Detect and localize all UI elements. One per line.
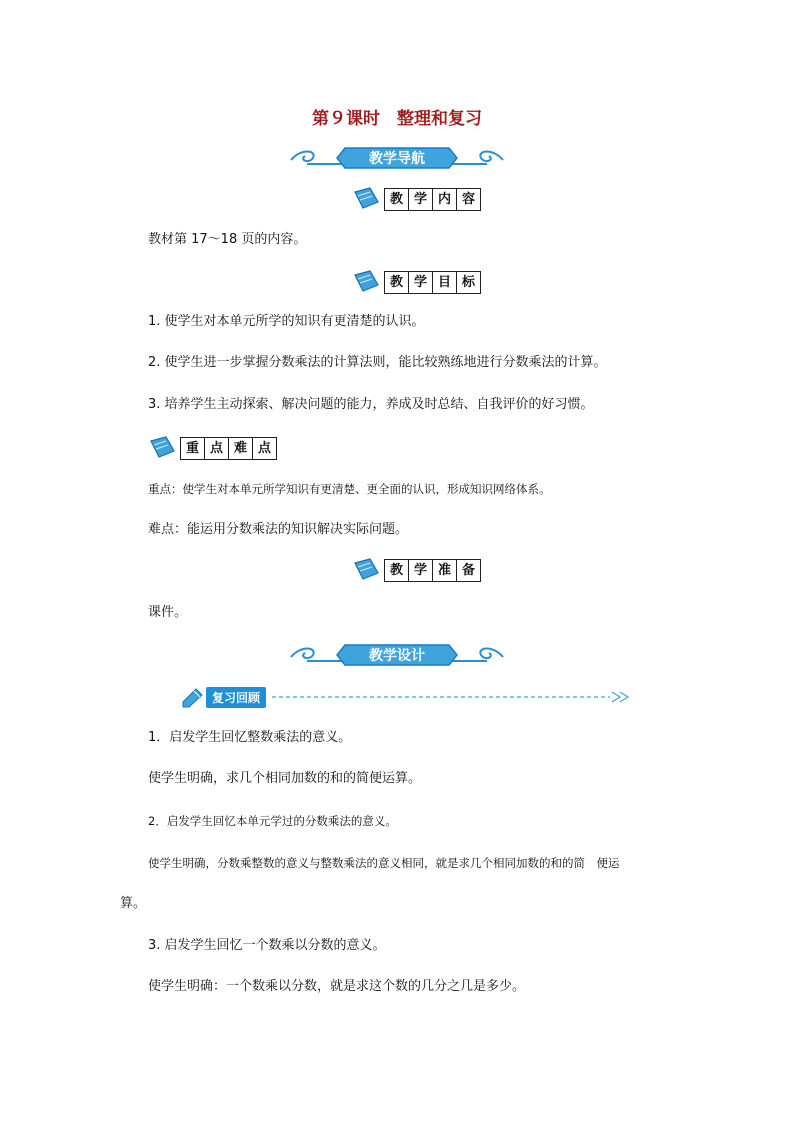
content-text: 教材第 17～18 页的内容。 (148, 232, 307, 247)
page-title: 第９课时 整理和复习 (312, 109, 482, 129)
section-heading-goals (352, 269, 481, 295)
review-item: 2．启发学生回忆本单元学过的分数乘法的意义。 (148, 814, 397, 828)
heading-char: 准 (433, 560, 457, 581)
book-icon (352, 269, 382, 295)
heading-char: 目 (433, 272, 457, 293)
banner-label: 教学导航 (369, 151, 425, 167)
prep-text: 课件。 (148, 605, 188, 620)
heading-char: 标 (461, 274, 475, 290)
banner-teaching-guide (0, 144, 794, 176)
heading-char: 教 (385, 560, 409, 581)
goal-item: 2. 使学生进一步掌握分数乘法的计算法则，能比较熟练地进行分数乘法的计算。 (148, 355, 607, 370)
heading-char: 内 (433, 189, 457, 210)
heading-char: 容 (461, 191, 475, 207)
banner-label: 教学设计 (369, 648, 425, 664)
heading-char: 学 (409, 272, 433, 293)
review-item: 使学生明确，求几个相同加数的和的简便运算。 (148, 771, 422, 786)
heading-char: 点 (205, 438, 229, 459)
heading-char: 教 (385, 189, 409, 210)
review-item: 1．启发学生回忆整数乘法的意义。 (148, 730, 352, 745)
heading-char: 学 (409, 189, 433, 210)
goal-item: 1. 使学生对本单元所学的知识有更清楚的认识。 (148, 314, 425, 329)
banner-swirl-icon (287, 144, 507, 172)
heading-char: 难 (229, 438, 253, 459)
heading-char: 备 (461, 562, 475, 578)
banner-teaching-design (0, 641, 794, 673)
review-item: 算。 (120, 896, 147, 911)
section-heading-content (352, 186, 481, 212)
heading-char: 点 (257, 440, 271, 456)
goal-item: 3. 培养学生主动探索、解决问题的能力，养成及时总结、自我评价的好习惯。 (148, 397, 594, 412)
book-icon (352, 557, 382, 583)
key-point: 重点：使学生对本单元所学知识有更清楚、更全面的认识，形成知识网络体系。 (148, 482, 551, 496)
heading-char: 重 (181, 438, 205, 459)
difficult-point: 难点：能运用分数乘法的知识解决实际问题。 (148, 522, 409, 537)
review-item: 使学生明确：一个数乘以分数，就是求这个数的几分之几是多少。 (148, 979, 526, 994)
banner-swirl-icon (287, 641, 507, 669)
section-heading-key (148, 435, 277, 461)
review-item: 3. 启发学生回忆一个数乘以分数的意义。 (148, 938, 386, 953)
review-heading (180, 686, 630, 708)
heading-char: 教 (385, 272, 409, 293)
book-icon (352, 186, 382, 212)
review-tag: 复习回顾 (206, 687, 266, 708)
dashed-arrow-icon (270, 690, 630, 704)
heading-char: 学 (409, 560, 433, 581)
review-item: 使学生明确，分数乘整数的意义与整数乘法的意义相同，就是求几个相同加数的和的简 便运 (148, 856, 620, 870)
section-heading-prep (352, 557, 481, 583)
pen-icon (180, 686, 206, 708)
book-icon (148, 435, 178, 461)
